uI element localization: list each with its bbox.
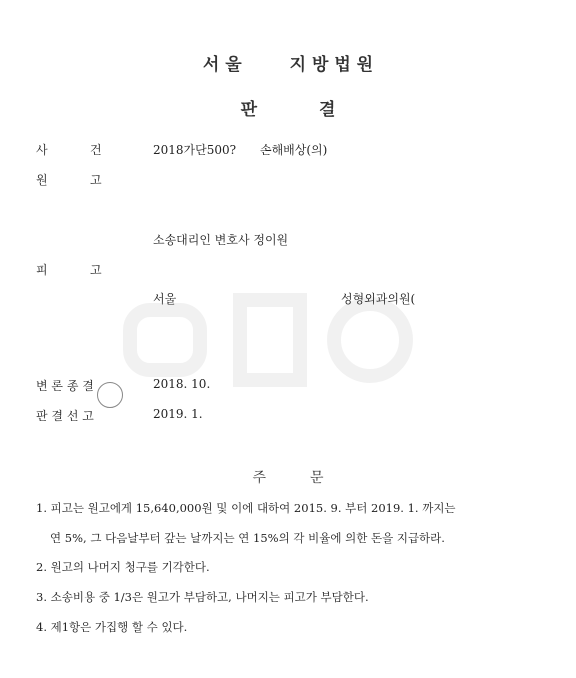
verdict-date: 2019. 1.	[153, 407, 203, 421]
order-item-1-continued: 연 5%, 그 다음날부터 갚는 날까지는 연 15%의 각 비율에 의한 돈을 지급하라.	[50, 531, 445, 545]
court-name-left: 서 울	[202, 55, 242, 75]
order-item-3: 3. 소송비용 중 1/3은 원고가 부담하고, 나머지는 피고가 부담한다.	[36, 590, 369, 604]
verdict-label: 판 결 선 고	[36, 409, 94, 423]
defendant-label-1: 피	[36, 263, 48, 277]
case-label-2: 건	[90, 143, 102, 157]
defendant-label-2: 고	[90, 263, 102, 277]
defendant-address: 서울	[153, 292, 177, 306]
plaintiff-agent: 소송대리인 변호사 정이원	[153, 233, 289, 247]
order-title-right: 문	[310, 470, 324, 486]
plaintiff-label-1: 원	[36, 173, 48, 187]
order-item-4: 4. 제1항은 가집행 할 수 있다.	[36, 620, 188, 634]
order-item-1: 1. 피고는 원고에게 15,640,000원 및 이에 대하여 2015. 9. 부터 2019. 1. 까지는	[36, 501, 456, 515]
court-name	[0, 50, 576, 75]
stamp-circle	[97, 382, 123, 408]
order-title	[0, 467, 576, 487]
document-title-left: 판	[240, 100, 257, 120]
court-name-right: 지 방 법 원	[289, 55, 374, 75]
order-title-left: 주	[252, 470, 266, 486]
closing-label: 변 론 종 결	[36, 379, 94, 393]
case-name: 손해배상(의)	[260, 143, 328, 157]
defendant-name: 성형외과의원(	[341, 292, 416, 306]
plaintiff-label-2: 고	[90, 173, 102, 187]
closing-date: 2018. 10.	[153, 377, 211, 391]
document-title-right: 결	[319, 100, 336, 120]
case-number: 2018가단500?	[153, 143, 237, 157]
document-title	[0, 95, 576, 120]
order-item-2: 2. 원고의 나머지 청구를 기각한다.	[36, 560, 210, 574]
case-label-1: 사	[36, 143, 48, 157]
